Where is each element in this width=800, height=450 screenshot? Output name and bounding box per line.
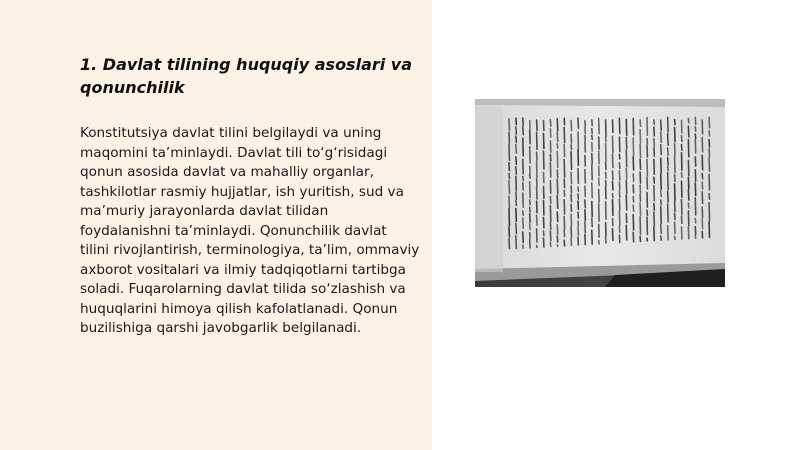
slide-body-text: Konstitutsiya davlat tilini belgilaydi va uning maqomini ta’minlaydi. Davlat tili to‘g‘risidagi qonun asosida davlat va mahalliy organlar, tashkilotlar rasmiy hujjatlar, ish yuritish, sud va ma’muriy jarayonlarda davlat tilidan foydalanishni ta’minlaydi. Qonunchilik davlat tilini rivojlantirish, terminologiya, ta’lim, ommaviy axborot vositalari va ilmiy tadqiqotlarni tartibga soladi. Fuqarolarning davlat tilida so‘zlashish va huquqlarini himoya qilish kafolatlanadi. Qonun buzilishiga qarshi javobgarlik belgilanadi.: [80, 125, 420, 336]
document-photo-icon: [475, 99, 725, 287]
document-photo: [475, 99, 725, 287]
slide-title: 1. Davlat tilining huquqiy asoslari va qonunchilik: [80, 55, 413, 97]
